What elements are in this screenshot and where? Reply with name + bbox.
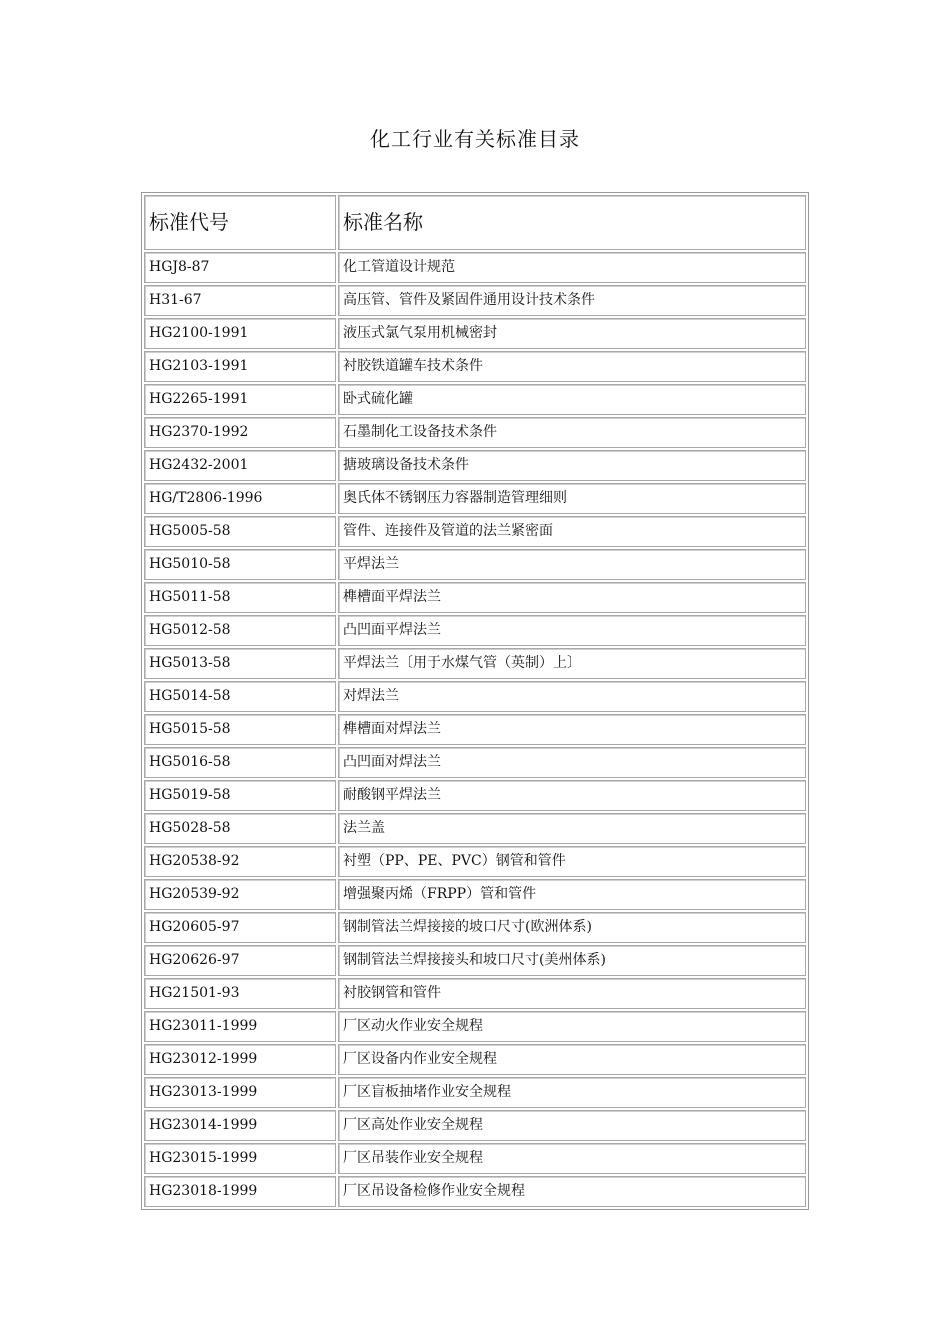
standard-name-cell: 钢制管法兰焊接接的坡口尺寸(欧洲体系)	[338, 912, 806, 943]
standard-code-cell: HG5014-58	[144, 681, 336, 712]
standard-code-cell: HG23013-1999	[144, 1077, 336, 1108]
standard-code-cell: HG5005-58	[144, 516, 336, 547]
standards-table-body	[144, 195, 806, 1207]
standard-name-cell: 衬胶铁道罐车技术条件	[338, 351, 806, 382]
standard-code-cell: HG20605-97	[144, 912, 336, 943]
table-row	[144, 1176, 806, 1207]
standard-name-cell: 厂区高处作业安全规程	[338, 1110, 806, 1141]
standard-name-cell: 搪玻璃设备技术条件	[338, 450, 806, 481]
standard-code-cell: HG23011-1999	[144, 1011, 336, 1042]
standard-code-cell: HG5016-58	[144, 747, 336, 778]
table-row	[144, 1143, 806, 1174]
table-row	[144, 945, 806, 976]
table-row	[144, 516, 806, 547]
standard-name-cell: 液压式氯气泵用机械密封	[338, 318, 806, 349]
table-row	[144, 780, 806, 811]
standard-name-cell: 增强聚丙烯（FRPP）管和管件	[338, 879, 806, 910]
standard-name-cell: 奥氏体不锈钢压力容器制造管理细则	[338, 483, 806, 514]
standard-name-cell: 高压管、管件及紧固件通用设计技术条件	[338, 285, 806, 316]
table-row	[144, 384, 806, 415]
standard-name-cell: 管件、连接件及管道的法兰紧密面	[338, 516, 806, 547]
standard-name-cell: 对焊法兰	[338, 681, 806, 712]
standard-code-cell: HG5019-58	[144, 780, 336, 811]
table-row	[144, 1044, 806, 1075]
table-row	[144, 879, 806, 910]
standard-name-cell: 厂区动火作业安全规程	[338, 1011, 806, 1042]
table-row	[144, 1077, 806, 1108]
table-header-row	[144, 195, 806, 250]
table-row	[144, 714, 806, 745]
table-row	[144, 351, 806, 382]
standard-code-cell: HG2370-1992	[144, 417, 336, 448]
standard-code-cell: HG5015-58	[144, 714, 336, 745]
standard-name-cell: 平焊法兰	[338, 549, 806, 580]
standard-name-cell: 法兰盖	[338, 813, 806, 844]
standard-code-cell: HGJ8-87	[144, 252, 336, 283]
standard-code-cell: HG21501-93	[144, 978, 336, 1009]
standard-name-cell: 耐酸钢平焊法兰	[338, 780, 806, 811]
table-row	[144, 1011, 806, 1042]
table-row	[144, 252, 806, 283]
standard-code-cell: HG20626-97	[144, 945, 336, 976]
table-row	[144, 813, 806, 844]
table-row	[144, 582, 806, 613]
standard-code-cell: HG5012-58	[144, 615, 336, 646]
standard-code-cell: HG5010-58	[144, 549, 336, 580]
header-standard-name: 标准名称	[338, 195, 806, 250]
standard-code-cell: HG5011-58	[144, 582, 336, 613]
standard-code-cell: HG/T2806-1996	[144, 483, 336, 514]
standard-name-cell: 平焊法兰〔用于水煤气管（英制）上〕	[338, 648, 806, 679]
standard-name-cell: 衬胶钢管和管件	[338, 978, 806, 1009]
table-row	[144, 483, 806, 514]
standard-name-cell: 厂区吊设备检修作业安全规程	[338, 1176, 806, 1207]
standard-name-cell: 衬塑（PP、PE、PVC）钢管和管件	[338, 846, 806, 877]
standard-code-cell: HG2265-1991	[144, 384, 336, 415]
standard-name-cell: 化工管道设计规范	[338, 252, 806, 283]
standard-code-cell: HG20538-92	[144, 846, 336, 877]
standard-name-cell: 钢制管法兰焊接接头和坡口尺寸(美州体系)	[338, 945, 806, 976]
table-row	[144, 912, 806, 943]
standard-code-cell: HG2432-2001	[144, 450, 336, 481]
standard-code-cell: HG20539-92	[144, 879, 336, 910]
table-row	[144, 549, 806, 580]
standard-name-cell: 厂区设备内作业安全规程	[338, 1044, 806, 1075]
table-row	[144, 417, 806, 448]
standard-code-cell: HG5028-58	[144, 813, 336, 844]
standard-name-cell: 榫槽面对焊法兰	[338, 714, 806, 745]
page-title: 化工行业有关标准目录	[370, 127, 580, 151]
table-row	[144, 648, 806, 679]
standard-name-cell: 凸凹面平焊法兰	[338, 615, 806, 646]
table-row	[144, 681, 806, 712]
table-row	[144, 846, 806, 877]
standard-name-cell: 榫槽面平焊法兰	[338, 582, 806, 613]
standard-name-cell: 卧式硫化罐	[338, 384, 806, 415]
standard-code-cell: HG2100-1991	[144, 318, 336, 349]
standard-name-cell: 厂区盲板抽堵作业安全规程	[338, 1077, 806, 1108]
table-row	[144, 1110, 806, 1141]
standard-code-cell: HG2103-1991	[144, 351, 336, 382]
standard-name-cell: 凸凹面对焊法兰	[338, 747, 806, 778]
standard-code-cell: HG5013-58	[144, 648, 336, 679]
standards-table	[141, 192, 809, 1210]
standard-code-cell: H31-67	[144, 285, 336, 316]
table-row	[144, 747, 806, 778]
table-row	[144, 318, 806, 349]
standard-code-cell: HG23015-1999	[144, 1143, 336, 1174]
standard-code-cell: HG23018-1999	[144, 1176, 336, 1207]
table-row	[144, 285, 806, 316]
standard-code-cell: HG23014-1999	[144, 1110, 336, 1141]
standard-name-cell: 厂区吊装作业安全规程	[338, 1143, 806, 1174]
standard-code-cell: HG23012-1999	[144, 1044, 336, 1075]
header-standard-code: 标准代号	[144, 195, 336, 250]
table-row	[144, 978, 806, 1009]
table-row	[144, 450, 806, 481]
table-row	[144, 615, 806, 646]
standard-name-cell: 石墨制化工设备技术条件	[338, 417, 806, 448]
